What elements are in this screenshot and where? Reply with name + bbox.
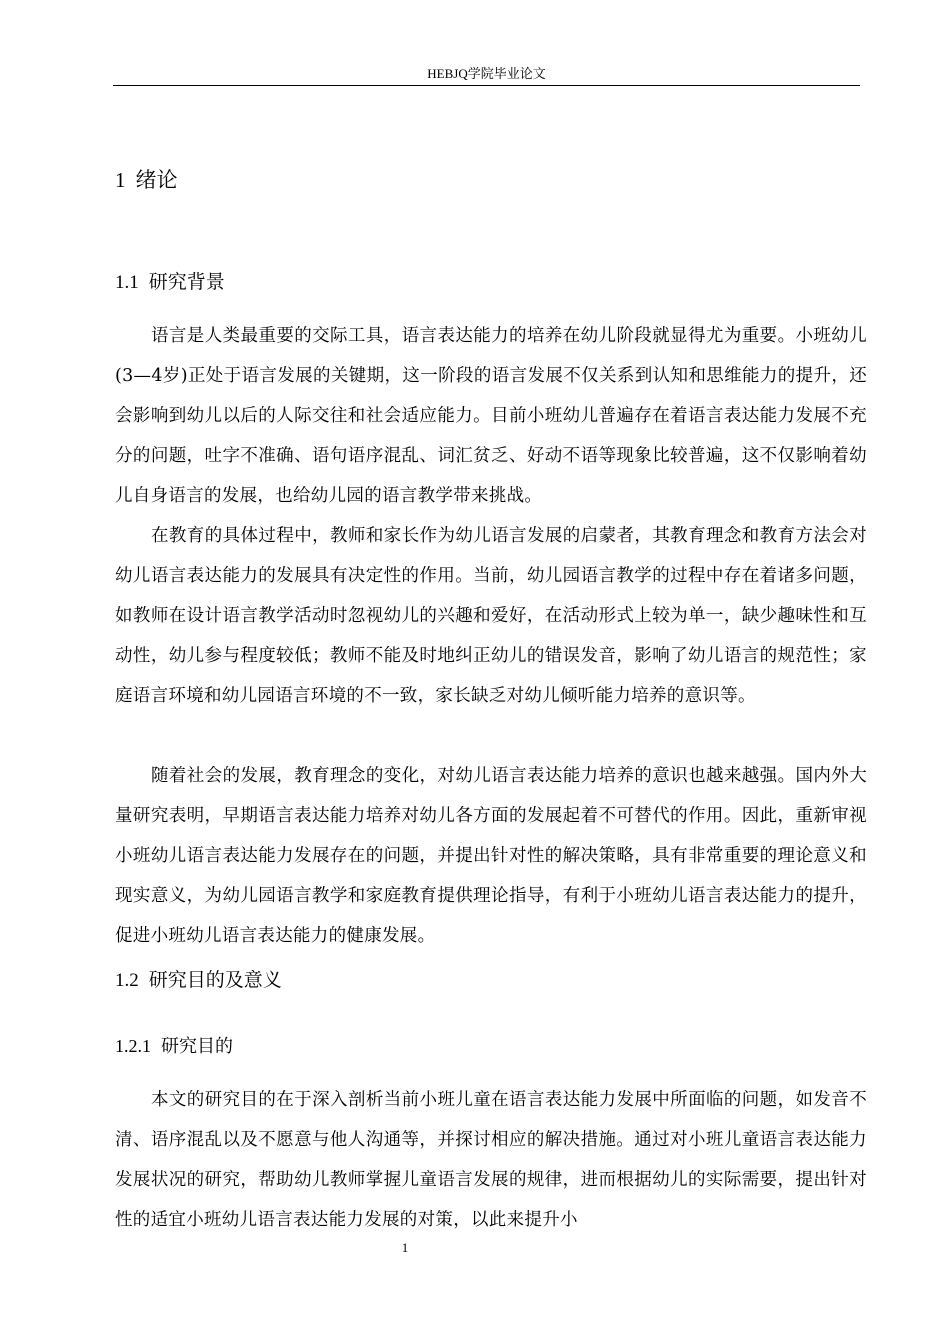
paragraph: 随着社会的发展，教育理念的变化，对幼儿语言表达能力培养的意识也越来越强。国内外大量研究表明，早期语言表达能力培养对幼儿各方面的发展起着不可替代的作用。因此，重新审视小班幼儿语言表达能力发展存在的问题，并提出针对性的解决策略，具有非常重要的理论意义和现实意义，为幼儿园语言教学和家庭教育提供理论指导，有利于小班幼儿语言表达能力的提升，促进小班幼儿语言表达能力的健康发展。 [115,766,867,946]
chapter-title: 绪论 [135,168,178,192]
chapter-heading [115,165,178,195]
paragraph: 在教育的具体过程中，教师和家长作为幼儿语言发展的启蒙者，其教育理念和教育方法会对幼儿语言表达能力的发展具有决定性的作用。当前，幼儿园语言教学的过程中存在着诸多问题，如教师在设计语言教学活动时忽视幼儿的兴趣和爱好，在活动形式上较为单一，缺少趣味性和互动性，幼儿参与程度较低；教师不能及时地纠正幼儿的错误发音，影响了幼儿语言的规范性；家庭语言环境和幼儿园语言环境的不一致，家长缺乏对幼儿倾听能力培养的意识等。 [115,526,867,706]
section-heading-1-2 [115,966,282,995]
chapter-number: 1 [115,168,126,192]
subsection-title: 研究目的 [161,1036,233,1057]
page-number: 1 [401,1240,409,1255]
header-rule [113,85,860,86]
running-header: HEBJQ学院毕业论文 [427,66,546,81]
section-title: 研究目的及意义 [148,969,282,991]
section-number: 1.2 [115,970,139,991]
paragraph: 本文的研究目的在于深入剖析当前小班儿童在语言表达能力发展中所面临的问题，如发音不清、语序混乱以及不愿意与他人沟通等，并探讨相应的解决措施。通过对小班儿童语言表达能力发展状况的研究，帮助幼儿教师掌握儿童语言发展的规律，进而根据幼儿的实际需要，提出针对性的适宜小班幼儿语言表达能力发展的对策，以此来提升小 [115,1090,867,1230]
section-heading-1-1 [115,268,225,297]
section-number: 1.1 [115,272,139,293]
paragraph: 语言是人类最重要的交际工具，语言表达能力的培养在幼儿阶段就显得尤为重要。小班幼儿(3—4岁)正处于语言发展的关键期，这一阶段的语言发展不仅关系到认知和思维能力的提升，还会影响到幼儿以后的人际交往和社会适应能力。目前小班幼儿普遍存在着语言表达能力发展不充分的问题，吐字不准确、语句语序混乱、词汇贫乏、好动不语等现象比较普遍，这不仅影响着幼儿自身语言的发展，也给幼儿园的语言教学带来挑战。 [115,326,867,506]
subsection-number: 1.2.1 [115,1036,151,1056]
subsection-heading-1-2-1 [115,1032,233,1061]
section-title: 研究背景 [148,271,225,293]
